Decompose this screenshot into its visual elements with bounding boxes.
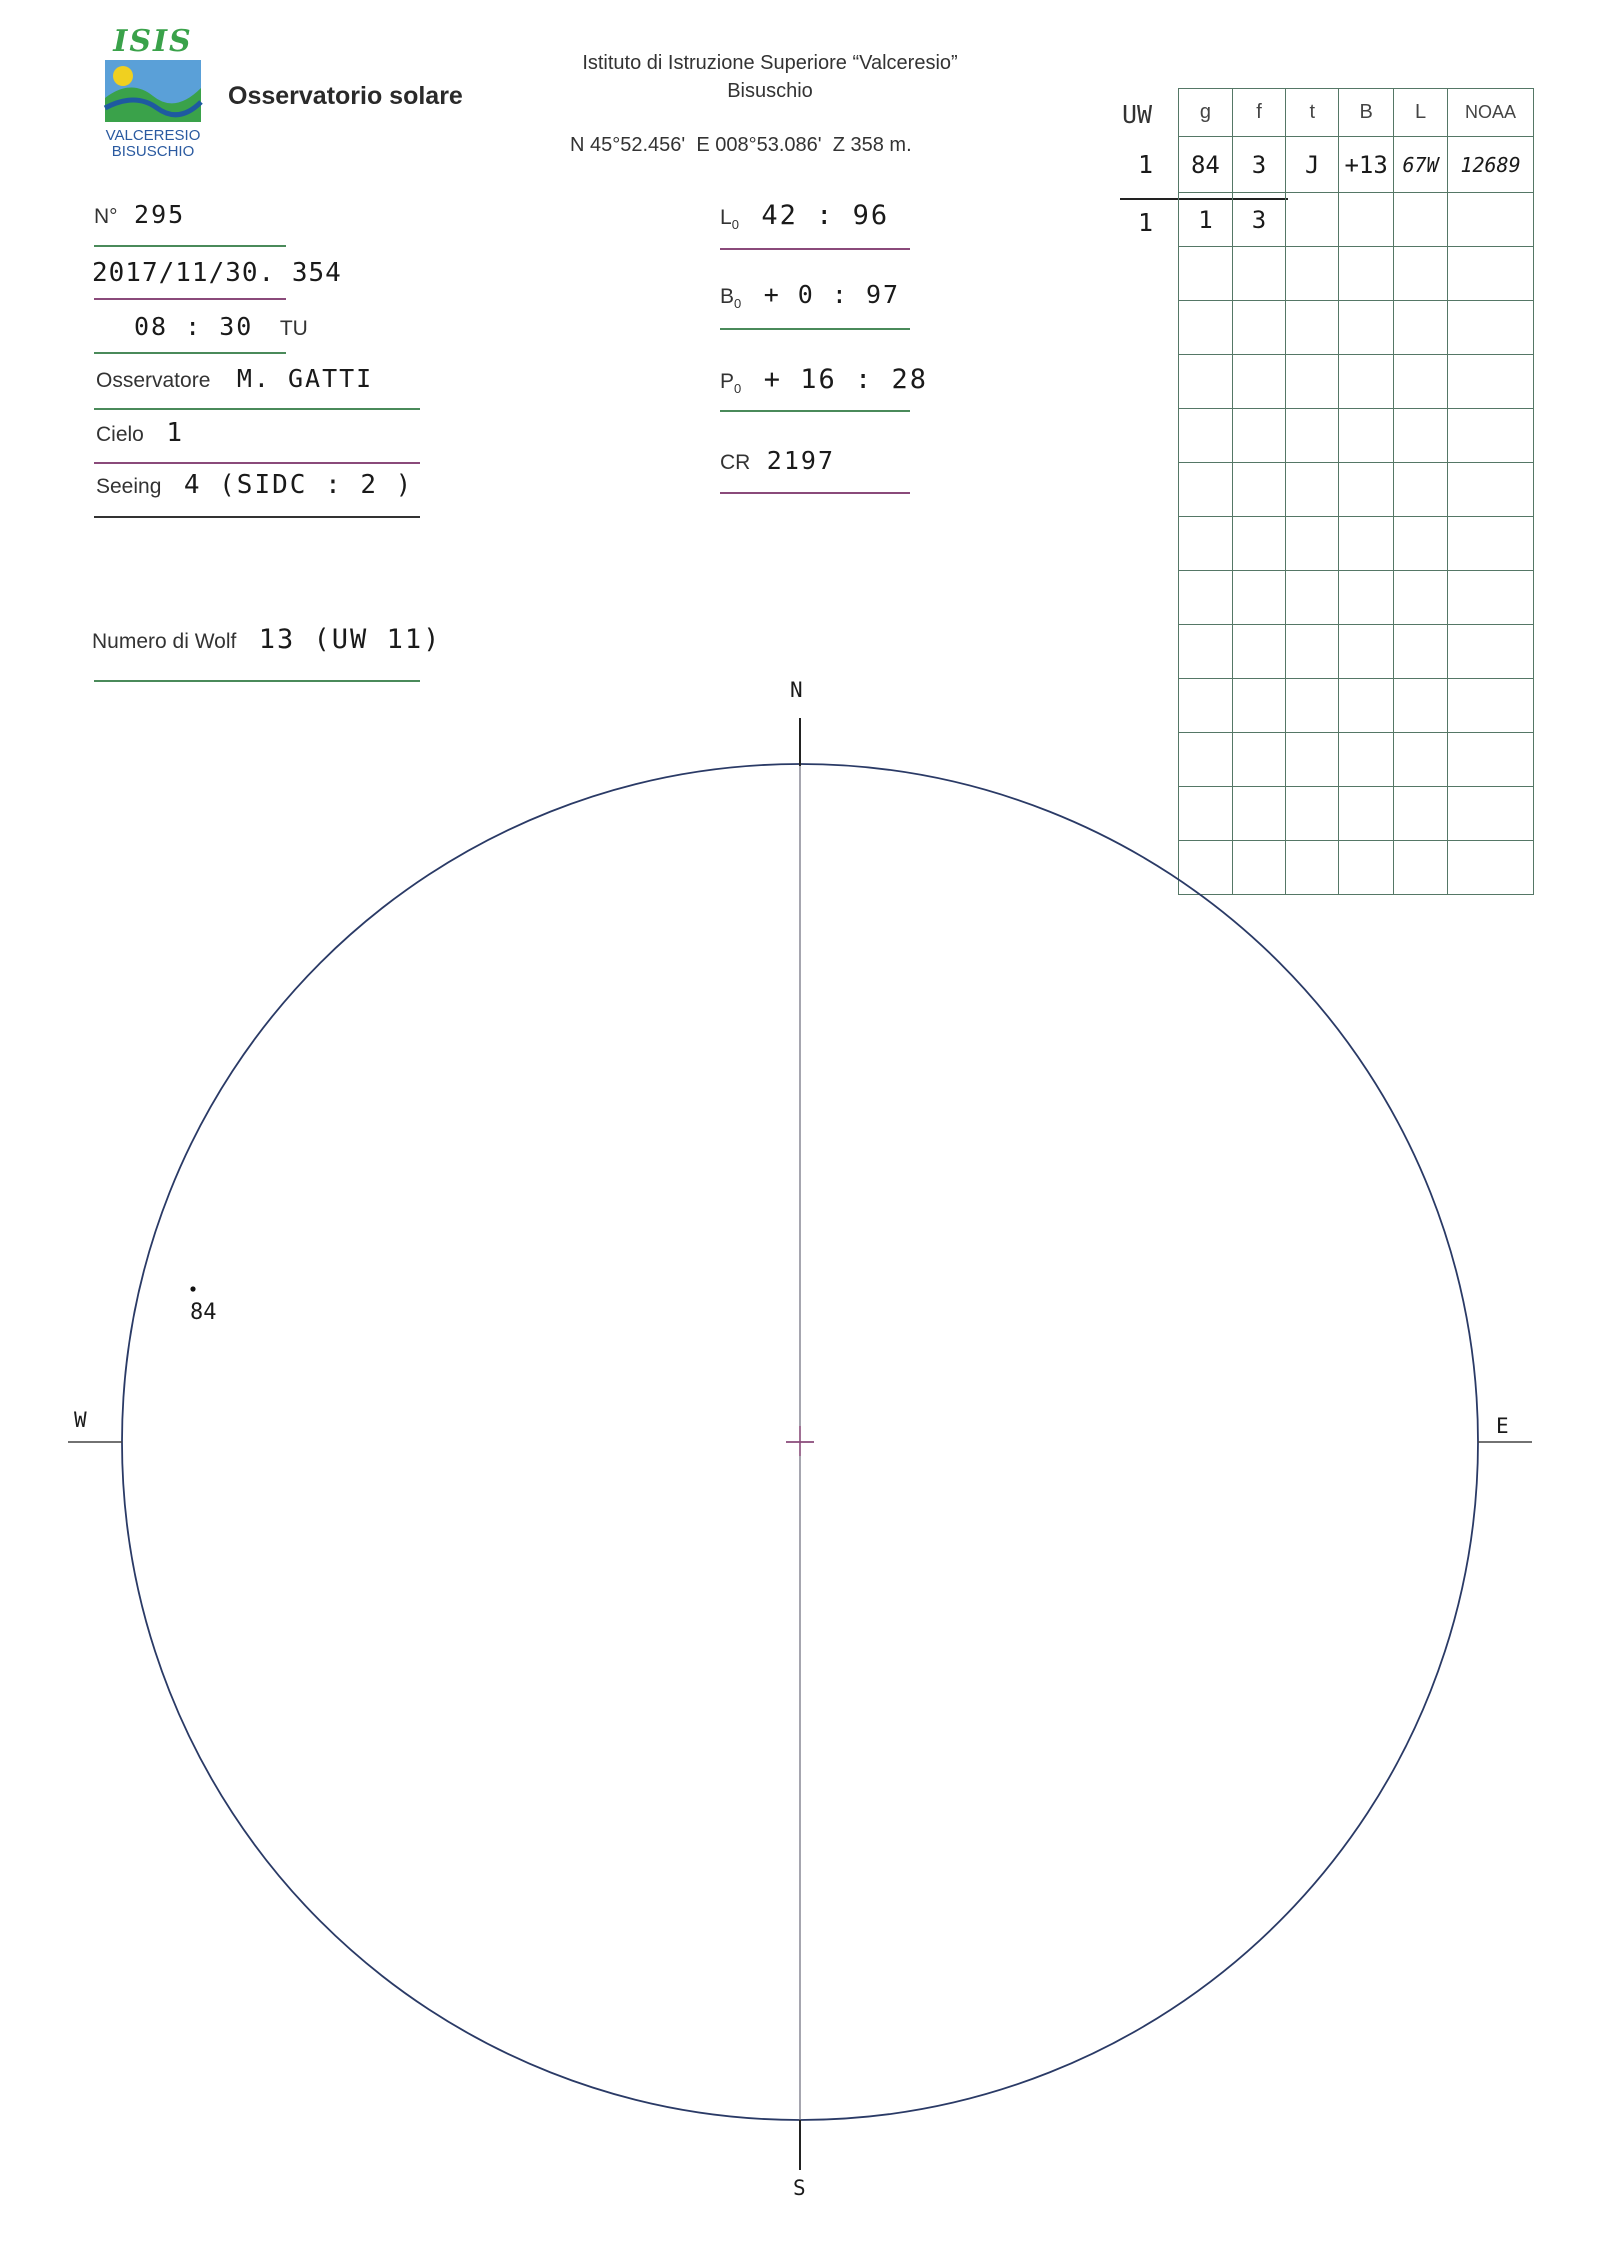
p0-label: $P_0$: [720, 370, 742, 397]
table-cell-f: 3: [1232, 137, 1285, 193]
table-cell-l: 67W: [1393, 137, 1447, 193]
east-label: E: [1496, 1414, 1511, 1438]
observatory-coordinates: N 45°52.456' E 008°53.086' Z 358 m.: [570, 134, 912, 156]
uw-row-2: 1: [1138, 208, 1156, 237]
date-value: 2017/11/30. 354: [92, 258, 342, 288]
column-header-noaa: NOAA: [1448, 89, 1534, 137]
table-cell-f: 3: [1232, 193, 1285, 247]
b0-label: $B_0$: [720, 285, 742, 312]
table-cell-g: 84: [1179, 137, 1233, 193]
south-label: S: [793, 2176, 808, 2200]
logo-wordmark: ISIS: [113, 24, 193, 59]
time-value: 08 : 30: [134, 312, 254, 341]
report-number-value: 295: [134, 200, 186, 229]
sunspot-group-84: [190, 1286, 195, 1291]
sunspot-group-label: 84: [190, 1300, 217, 1325]
cr-value: 2197: [766, 446, 836, 475]
sky-value: 1: [166, 418, 184, 448]
uw-row-1: 1: [1138, 150, 1156, 179]
column-header-b: B: [1339, 89, 1394, 137]
table-cell-t: J: [1286, 137, 1339, 193]
institute-town: Bisuschio: [727, 80, 813, 102]
column-header-t: t: [1286, 89, 1339, 137]
table-cell-noaa: 12689: [1448, 137, 1534, 193]
column-header-l: L: [1393, 89, 1447, 137]
report-number-label: N°: [94, 205, 118, 228]
observer-value: M. GATTI: [236, 364, 374, 393]
time-unit: TU: [279, 317, 308, 340]
cr-label: CR: [720, 451, 751, 474]
logo-subtitle-1: VALCERESIO: [105, 127, 201, 144]
wolf-number-label: Numero di Wolf: [92, 630, 237, 653]
table-cell-g: 1: [1179, 193, 1233, 247]
b0-value: + 0 : 97: [763, 280, 901, 309]
north-label: N: [790, 678, 805, 702]
observatory-title: Osservatorio solare: [228, 82, 463, 110]
l0-label: $L_0$: [720, 206, 739, 233]
table-cell-b: +13: [1339, 137, 1394, 193]
observer-label: Osservatore: [96, 369, 211, 392]
p0-value: + 16 : 28: [763, 364, 929, 395]
uw-header: UW: [1122, 100, 1153, 129]
logo-subtitle-2: BISUSCHIO: [111, 143, 195, 160]
seeing-label: Seeing: [96, 475, 162, 498]
institute-name: Istituto di Istruzione Superiore “Valceresio”: [582, 52, 958, 74]
column-header-g: g: [1179, 89, 1233, 137]
west-label: W: [74, 1408, 89, 1432]
l0-value: 42 : 96: [761, 200, 890, 231]
wolf-number-value: 13 (UW 11): [258, 624, 442, 655]
seeing-value: 4 (SIDC : 2 ): [183, 470, 414, 500]
column-header-f: f: [1232, 89, 1285, 137]
sky-label: Cielo: [96, 423, 144, 446]
